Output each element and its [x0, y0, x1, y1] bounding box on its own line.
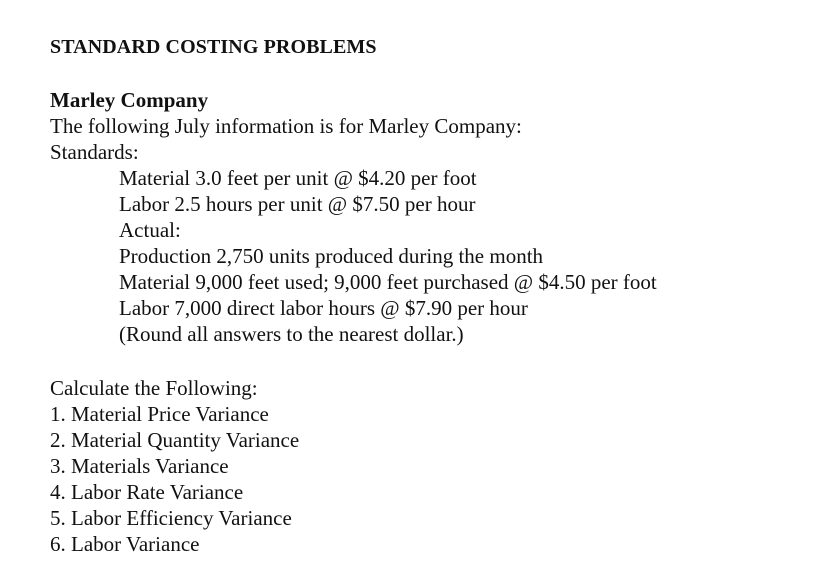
- question-item: 5. Labor Efficiency Variance: [50, 506, 292, 530]
- question-item: 3. Materials Variance: [50, 454, 229, 478]
- calculate-label: Calculate the Following:: [50, 376, 258, 400]
- question-item: 6. Labor Variance: [50, 532, 200, 556]
- company-name: Marley Company: [50, 88, 209, 112]
- standards-label: Standards:: [50, 140, 139, 164]
- problem-section: [50, 87, 657, 347]
- intro-text: The following July information is for Marley Company:: [50, 114, 522, 138]
- document-title: STANDARD COSTING PROBLEMS: [50, 36, 377, 58]
- question-item: 2. Material Quantity Variance: [50, 428, 300, 452]
- standard-labor: Labor 2.5 hours per unit @ $7.50 per hour: [119, 192, 476, 216]
- question-item: 4. Labor Rate Variance: [50, 480, 244, 504]
- actual-production: Production 2,750 units produced during the month: [119, 244, 544, 268]
- standard-material: Material 3.0 feet per unit @ $4.20 per foot: [119, 166, 477, 190]
- actual-labor: Labor 7,000 direct labor hours @ $7.90 per hour: [119, 296, 528, 320]
- question-item: 1. Material Price Variance: [50, 402, 269, 426]
- actual-material: Material 9,000 feet used; 9,000 feet purchased @ $4.50 per foot: [119, 270, 657, 294]
- questions-section: [50, 375, 299, 557]
- actual-label: Actual:: [119, 218, 181, 242]
- rounding-note: (Round all answers to the nearest dollar.): [119, 322, 464, 346]
